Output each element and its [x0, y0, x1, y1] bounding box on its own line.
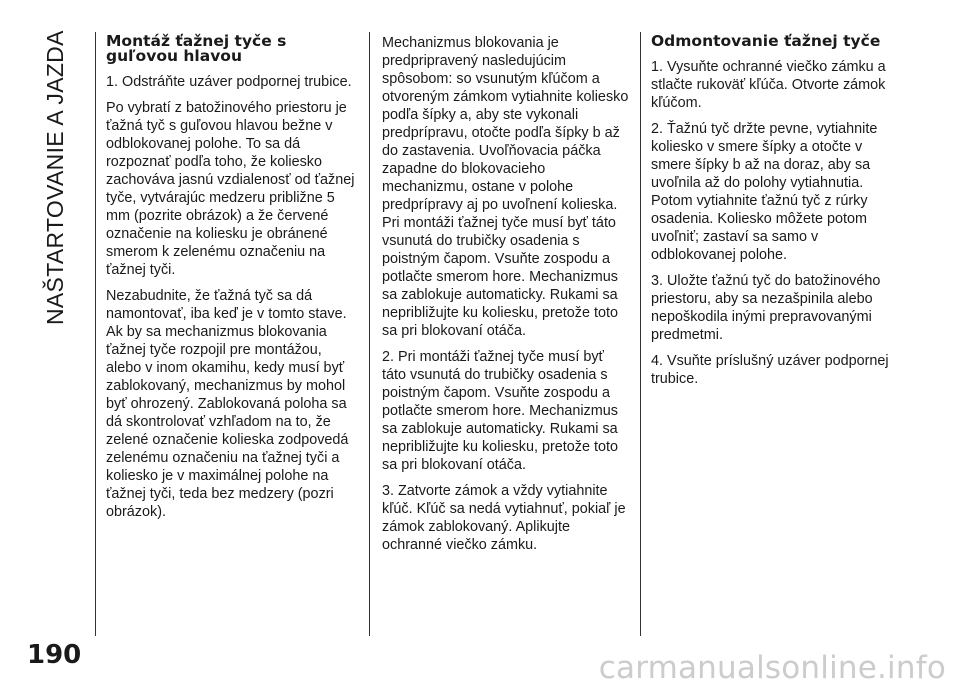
- paragraph: 2. Pri montáži ťažnej tyče musí byť táto vsunutá do trubičky osadenia s poistným čapom. Vsuňte zospodu a potlačte smerom hore. Mechanizmus sa zablokuje automaticky. Rukami sa nepribližujte ku koliesku, pretože toto sa pri blokovaní otáča.: [382, 349, 618, 473]
- paragraph: 3. Uložte ťažnú tyč do batožinového priestoru, aby sa nezašpinila alebo nepoškodila inými prepravovanými predmetmi.: [651, 273, 881, 343]
- section-side-title: NAŠTARTOVANIE A JAZDA: [42, 30, 68, 325]
- paragraph: 2. Ťažnú tyč držte pevne, vytiahnite koliesko v smere šípky a otočte v smere šípky b až na doraz, aby sa uvoľnila až do polohy vytiahnutia. Potom vytiahnite ťažnú tyč z rúrky osadenia. Koliesko môžete potom uvoľniť; zastaví sa samo v odblokovanej polohe.: [651, 121, 878, 263]
- column-divider-middle: [369, 32, 370, 636]
- paragraph: Po vybratí z batožinového priestoru je ťažná tyč s guľovou hlavou bežne v odblokovanej polohe. To sa dá rozpoznať podľa toho, že koliesko zachováva jasnú vzdialenosť od ťažnej tyče, vytvárajúc medzeru približne 5 mm (pozrite obrázok) a že červené označenie na koliesku je obránené smerom k zelenému označeniu na ťažnej tyči.: [106, 100, 355, 278]
- heading-mount-tow-bar: Montáž ťažnej tyče s guľovou hlavou: [106, 32, 287, 65]
- column-2: [382, 34, 630, 562]
- paragraph: 3. Zatvorte zámok a vždy vytiahnite kľúč. Kľúč sa nedá vytiahnuť, pokiaľ je zámok zablokovaný. Aplikujte ochranné viečko zámku.: [382, 483, 626, 553]
- paragraph: 1. Vysuňte ochranné viečko zámku a stlačte rukoväť kľúča. Otvorte zámok kľúčom.: [651, 59, 886, 111]
- paragraph: 4. Vsuňte príslušný uzáver podpornej trubice.: [651, 353, 889, 387]
- page-number: 190: [27, 640, 82, 670]
- column-divider-right: [640, 32, 641, 636]
- watermark: carmanualsonline.info: [598, 650, 946, 686]
- paragraph: 1. Odstráňte uzáver podpornej trubice.: [106, 74, 352, 90]
- paragraph: Mechanizmus blokovania je predpripravený nasledujúcim spôsobom: so vsunutým kľúčom a otvoreným zámkom vytiahnite koliesko podľa šípky a, aby ste vykonali predprípravu, otočte podľa šípky b až do zastavenia. Uvoľňovacia páčka zapadne do blokovacieho mechanizmu, ostane v polohe predprípravy aj po uvoľnení kolieska. Pri montáži ťažnej tyče musí byť táto vsunutá do trubičky osadenia s poistným čapom. Vsuňte zospodu a potlačte smerom hore. Mechanizmus sa zablokuje automaticky. Rukami sa nepribližujte ku koliesku, pretože toto sa pri blokovaní otáča.: [382, 35, 629, 339]
- column-3: [651, 34, 903, 396]
- column-1: [106, 34, 358, 529]
- paragraph: Nezabudnite, že ťažná tyč sa dá namontovať, iba keď je v tomto stave. Ak by sa mechanizmus blokovania ťažnej tyče rozpojil pre montážou, alebo v inom okamihu, kedy musí byť zablokovaný, mechanizmus by mohol byť ohrozený. Zablokovaná poloha sa dá skontrolovať vzhľadom na to, že zelené označenie kolieska zodpovedá zelenému označeniu na ťažnej tyči a koliesko je v maximálnej polohe na ťažnej tyči, teda bez medzery (pozri obrázok).: [106, 288, 349, 520]
- heading-remove-tow-bar: Odmontovanie ťažnej tyče: [651, 32, 881, 50]
- column-divider-left: [95, 32, 96, 636]
